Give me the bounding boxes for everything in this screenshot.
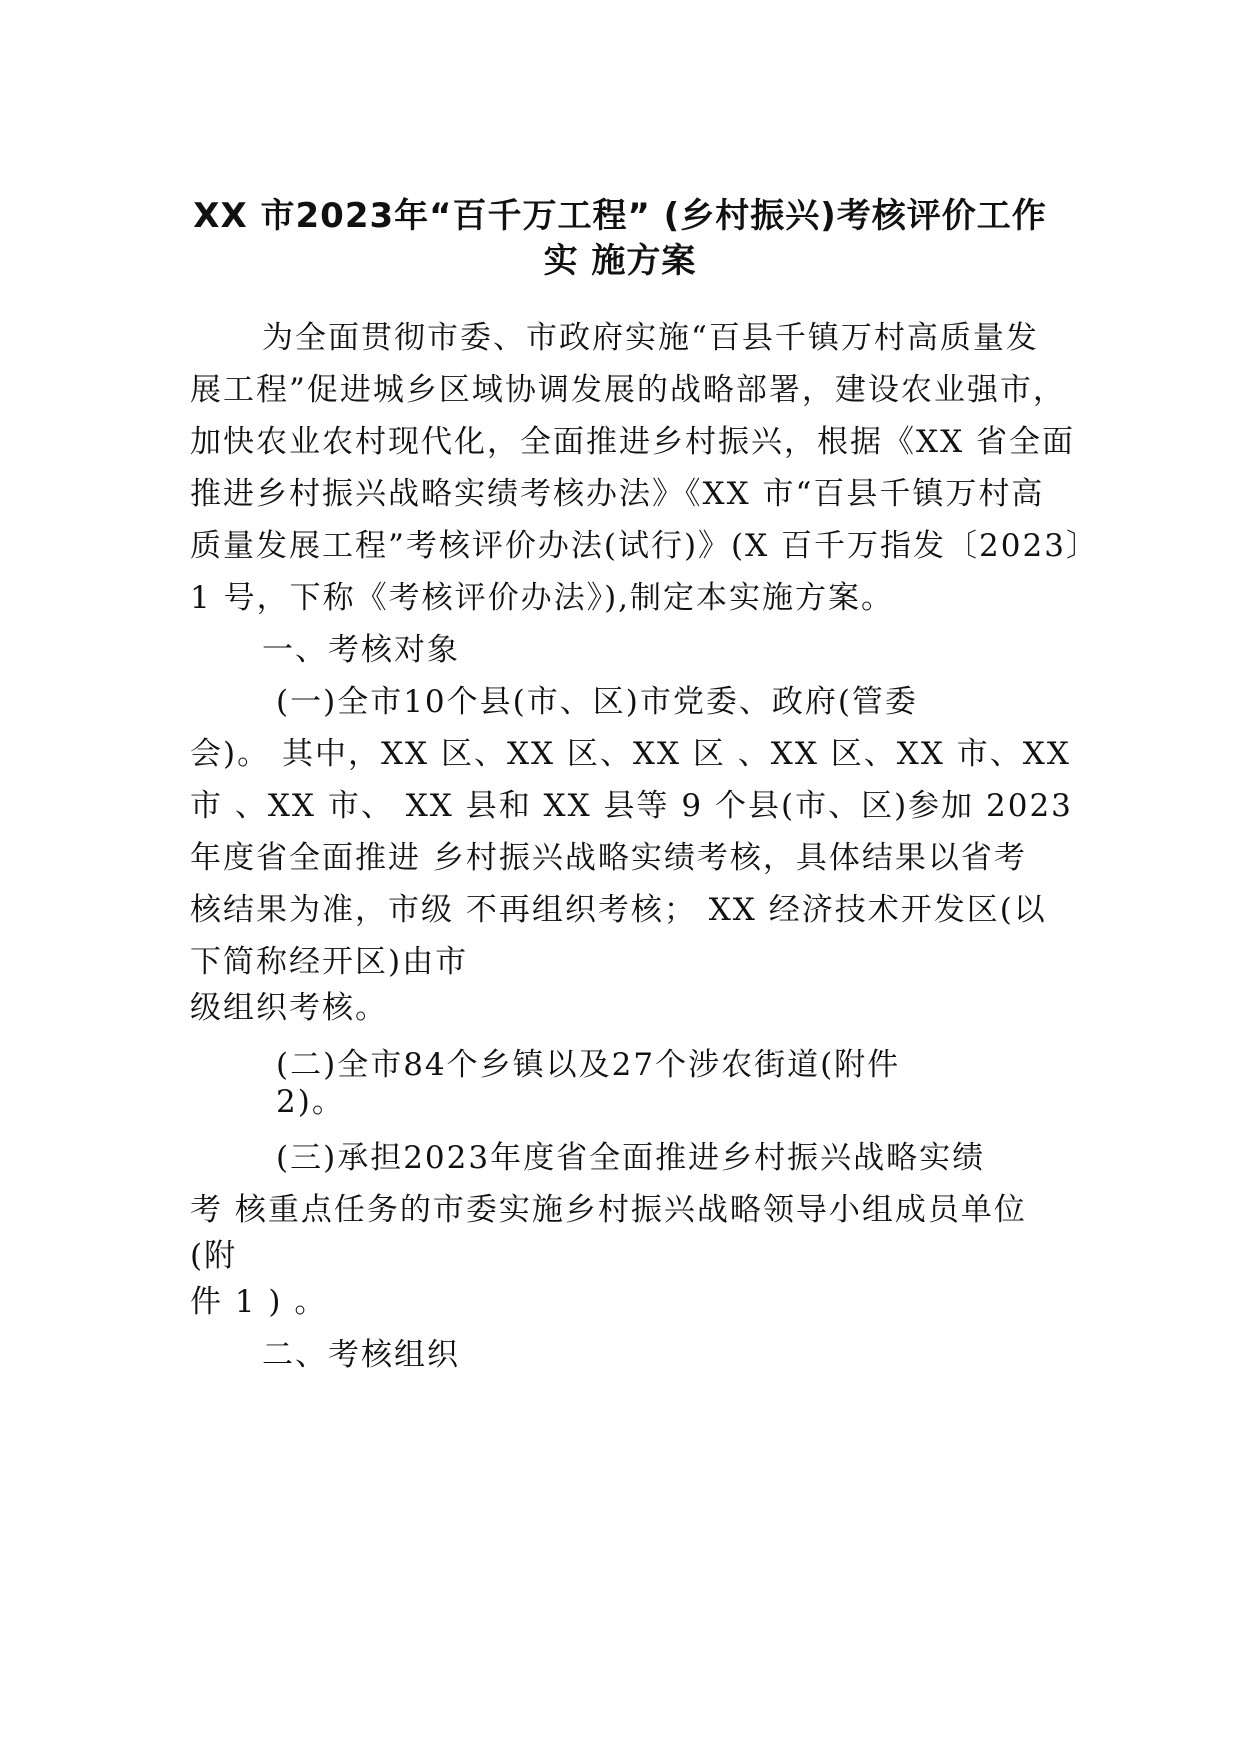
item-2-line: (二)全市84个乡镇以及27个涉农街道(附件: [276, 1047, 901, 1083]
document-title-line-1: XX 市2023年“百千万工程” (乡村振兴)考核评价工作: [193, 196, 1047, 236]
item-1-line: 下简称经开区)由市: [190, 944, 469, 980]
intro-line: 质量发展工程”考核评价办法(试行)》(X 百千万指发〔2023〕: [190, 528, 1099, 564]
item-3-line: 件 1 ) 。: [190, 1284, 328, 1320]
item-1-line: 年度省全面推进 乡村振兴战略实绩考核，具体结果以省考: [190, 840, 1027, 876]
intro-line: 加快农业农村现代化，全面推进乡村振兴，根据《XX 省全面: [190, 424, 1075, 460]
intro-line: 为全面贯彻市委、市政府实施“百县千镇万村高质量发: [262, 320, 1039, 356]
item-1-line: 市 、XX 市、 XX 县和 XX 县等 9 个县(市、区)参加 2023: [190, 788, 1073, 824]
document-title-line-2: 实 施方案: [543, 241, 697, 281]
intro-line: 展工程”促进城乡区域协调发展的战略部署，建设农业强市，: [190, 372, 1066, 408]
section-heading-1: 一、考核对象: [262, 632, 460, 668]
item-3-line: (附: [190, 1238, 238, 1274]
item-3-line: (三)承担2023年度省全面推进乡村振兴战略实绩: [276, 1140, 986, 1176]
section-heading-2: 二、考核组织: [262, 1337, 460, 1373]
item-1-line: 会)。 其中，XX 区、XX 区、XX 区 、XX 区、XX 市、XX: [190, 736, 1071, 772]
item-1-line: 级组织考核。: [190, 990, 388, 1026]
item-3-line: 考 核重点任务的市委实施乡村振兴战略领导小组成员单位: [190, 1192, 1027, 1228]
item-1-line: (一)全市10个县(市、区)市党委、政府(管委: [276, 684, 918, 720]
item-1-line: 核结果为准，市级 不再组织考核； XX 经济技术开发区(以: [190, 892, 1047, 928]
intro-line: 1 号，下称《考核评价办法》),制定本实施方案。: [190, 580, 895, 616]
intro-line: 推进乡村振兴战略实绩考核办法》《XX 市“百县千镇万村高: [190, 476, 1045, 512]
item-2-line: 2)。: [276, 1084, 345, 1120]
